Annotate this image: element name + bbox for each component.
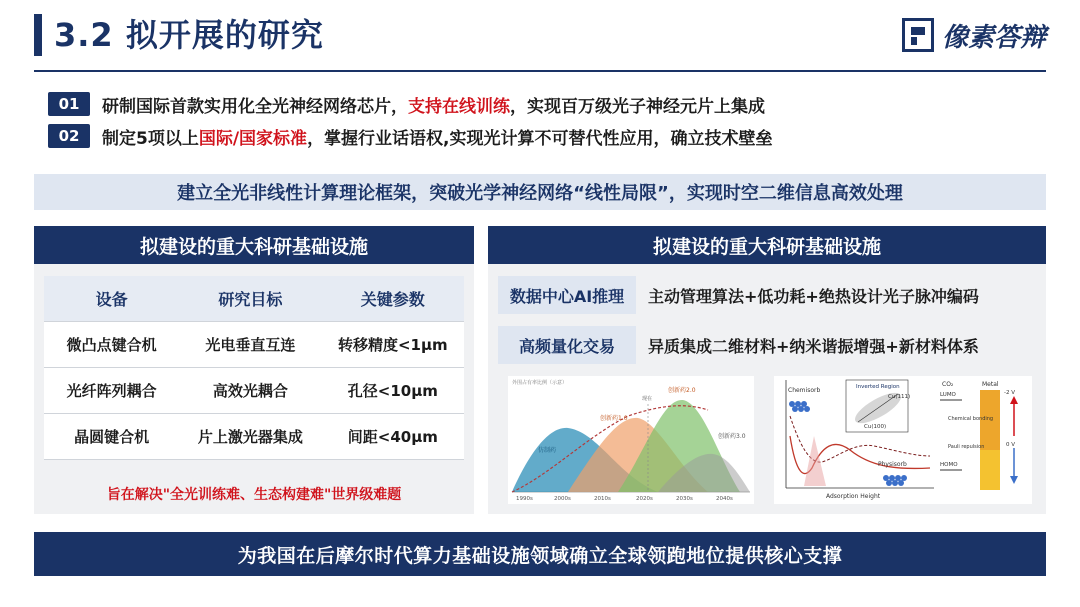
- objective-item: [48, 91, 1032, 117]
- energy-diagram-figure: [774, 376, 1032, 504]
- series-label: 创新药2.0: [668, 387, 696, 394]
- table-row: [44, 414, 464, 460]
- panel-title: 拟建设的重大科研基础设施: [34, 226, 474, 264]
- table-cell: 孔径<10μm: [347, 382, 438, 400]
- x-tick: 1990s: [516, 496, 533, 502]
- title-accent-bar: [34, 14, 42, 56]
- diagram-label: Inverted Region: [856, 384, 900, 390]
- application-desc: 主动管理算法+低功耗+绝热设计光子脉冲编码: [648, 286, 979, 306]
- table-cell: 光电垂直互连: [205, 336, 296, 354]
- figure-xlabel: Adsorption Height: [826, 493, 881, 500]
- wave-chart-figure: [508, 376, 754, 504]
- objective-number: 02: [48, 124, 90, 148]
- table-cell: 光纤阵列耦合: [66, 382, 157, 400]
- objective-text: 制定5项以上国际/国家标准，掌握行业话语权,实现光计算不可替代性应用，确立技术壁垒: [102, 128, 773, 149]
- x-tick: 2040s: [716, 496, 733, 502]
- application-row: [498, 276, 979, 314]
- series-label: 现在: [642, 396, 653, 402]
- header-divider: [34, 70, 1046, 72]
- diagram-label: Chemical bonding: [948, 416, 994, 422]
- table-header-row: [44, 276, 464, 322]
- brand-logo: [902, 16, 1046, 54]
- column-header: 设备: [95, 290, 128, 309]
- logo-text: 像素答辩: [941, 22, 1046, 53]
- diagram-label: Cu(111): [888, 394, 911, 400]
- diagram-label: -2 V: [1004, 390, 1015, 396]
- facilities-table: [44, 276, 464, 460]
- table-cell: 晶圆键合机: [74, 428, 150, 446]
- table-cell: 高效光耦合: [212, 382, 288, 400]
- diagram-label: Metal: [982, 381, 999, 388]
- objective-number: 01: [48, 92, 90, 116]
- facilities-panel: [34, 226, 474, 514]
- table-row: [44, 368, 464, 414]
- series-label: 仿制药: [538, 447, 557, 454]
- energy-diagram-svg: [774, 376, 1032, 504]
- panel-title: 拟建设的重大科研基础设施: [488, 226, 1046, 264]
- application-row: [498, 326, 979, 364]
- table-row: [44, 322, 464, 368]
- diagram-label: Cu(100): [864, 424, 887, 430]
- series-label: 创新药1.0: [600, 415, 628, 422]
- table-cell: 间距<40μm: [347, 428, 438, 446]
- theory-banner: 建立全光非线性计算理论框架，突破光学神经网络“线性局限”，实现时空二维信息高效处理: [34, 174, 1046, 210]
- x-tick: 2030s: [676, 496, 693, 502]
- table-cell: 微凸点键合机: [66, 336, 157, 354]
- logo-mark-icon: [902, 18, 934, 52]
- diagram-label: 0 V: [1006, 442, 1016, 448]
- application-desc: 异质集成二维材料+纳米谐振增强+新材料体系: [648, 336, 979, 356]
- series-label: 创新药3.0: [718, 433, 746, 440]
- page-title: 3.2 拟开展的研究: [54, 16, 324, 54]
- conclusion-banner: 为我国在后摩尔时代算力基础设施领域确立全球领跑地位提供核心支撑: [34, 532, 1046, 576]
- table-cell: 片上激光器集成: [197, 428, 303, 446]
- diagram-label: CO₂: [942, 381, 954, 388]
- column-header: 关键参数: [360, 290, 425, 309]
- column-header: 研究目标: [218, 290, 283, 309]
- diagram-label: LUMO: [940, 392, 956, 398]
- diagram-label: Physisorb: [878, 461, 907, 468]
- x-tick: 2000s: [554, 496, 571, 502]
- applications-panel: [488, 226, 1046, 514]
- objective-item: [48, 123, 1032, 149]
- x-tick: 2020s: [636, 496, 653, 502]
- x-tick: 2010s: [594, 496, 611, 502]
- figure-ylabel: 外围占有率比例（示意）: [512, 380, 568, 386]
- wave-chart-svg: [508, 376, 754, 504]
- diagram-label: Pauli repulsion: [948, 444, 985, 450]
- diagram-label: Chemisorb: [788, 387, 821, 394]
- objective-text: 研制国际首款实用化全光神经网络芯片，支持在线训练，实现百万级光子神经元片上集成: [102, 96, 765, 117]
- table-note: 旨在解决"全光训练难、生态构建难"世界级难题: [106, 487, 402, 503]
- application-label: 数据中心AI推理: [498, 276, 636, 314]
- diagram-label: HOMO: [940, 462, 958, 468]
- table-cell: 转移精度<1μm: [337, 336, 448, 354]
- application-label: 高频量化交易: [498, 326, 636, 364]
